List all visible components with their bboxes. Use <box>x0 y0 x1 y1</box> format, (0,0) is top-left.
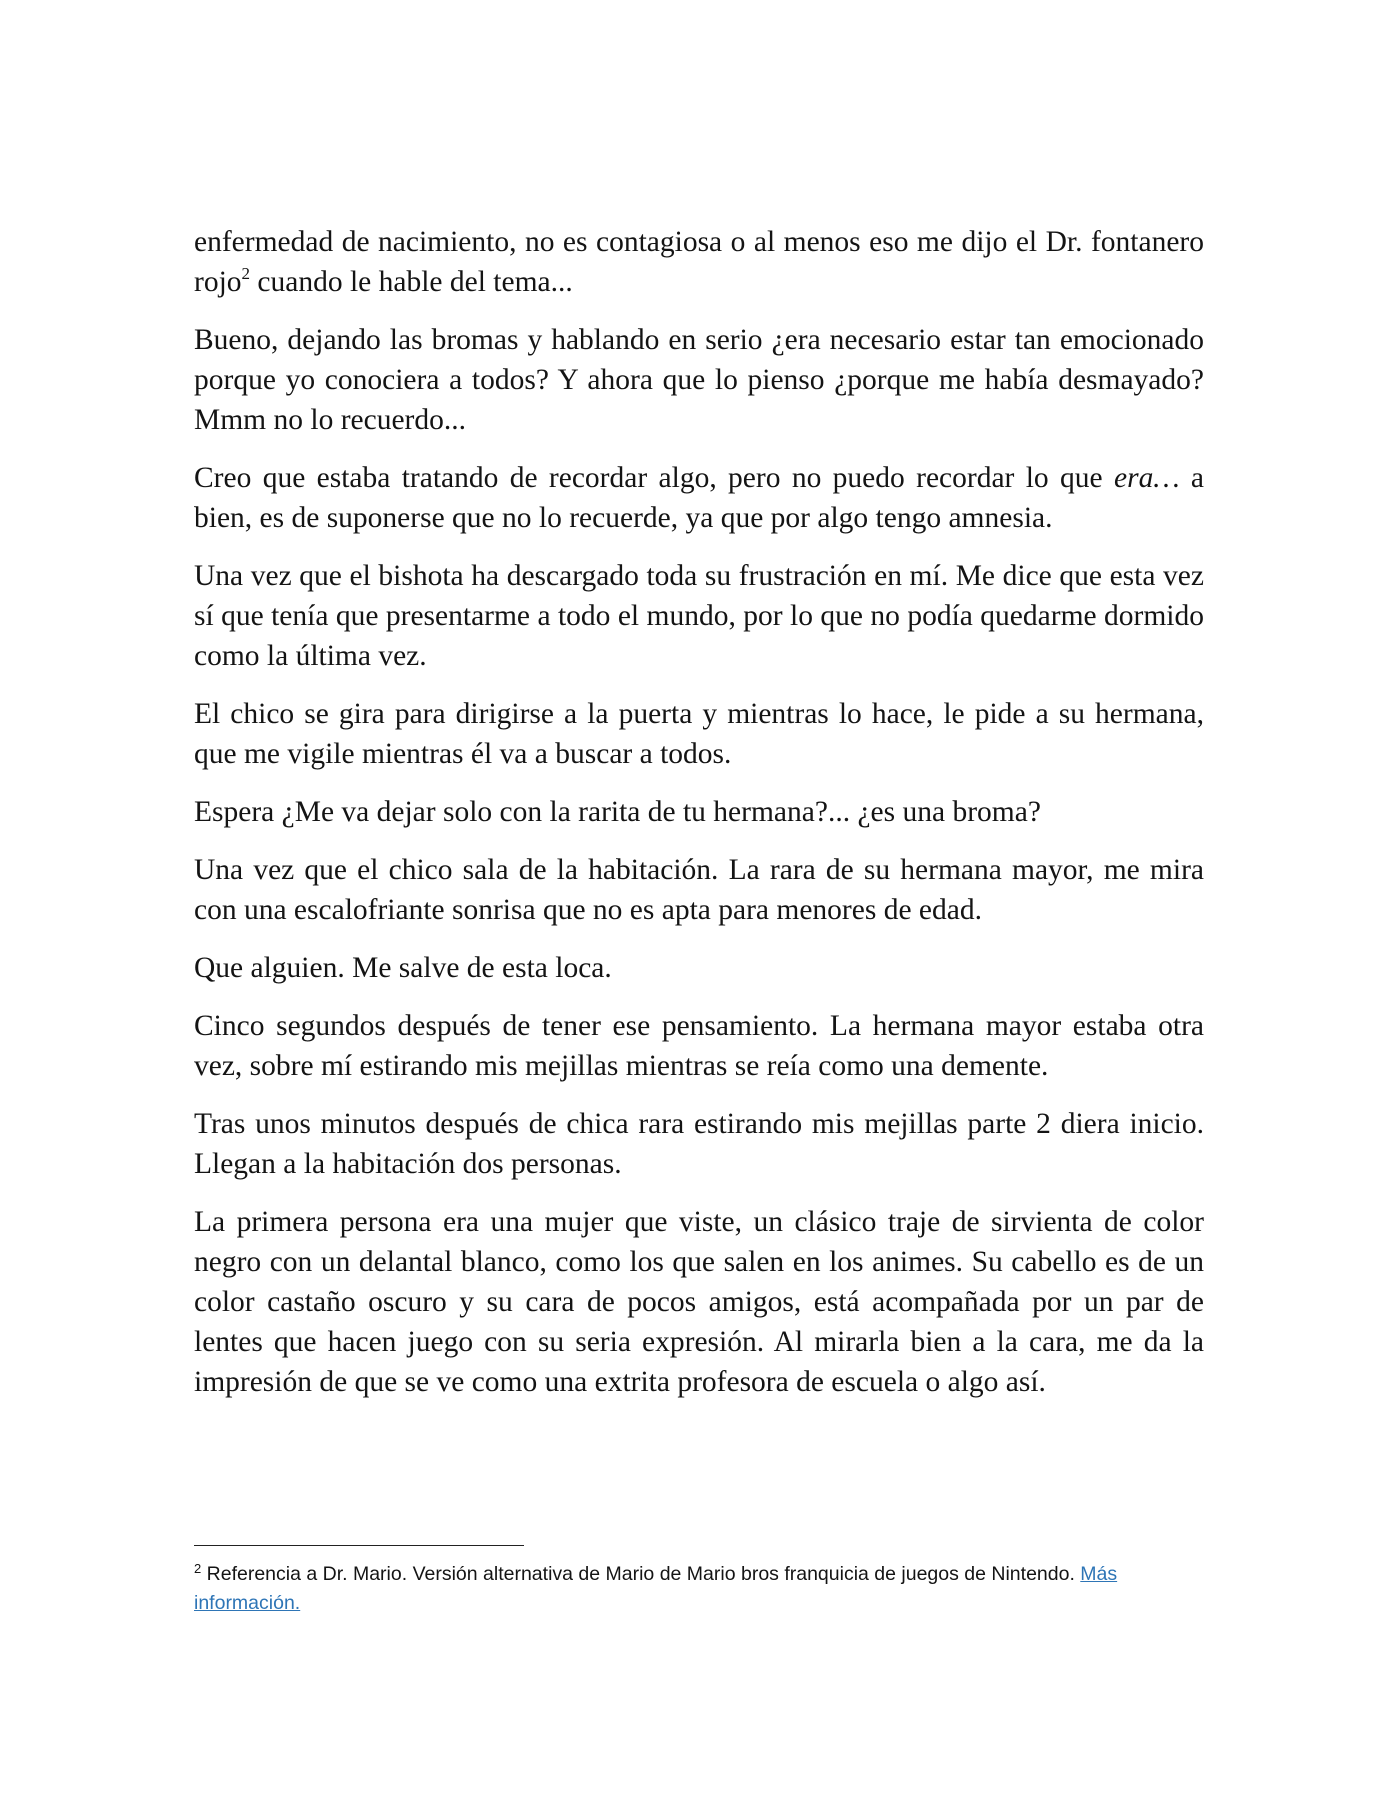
paragraph-1 <box>194 222 1204 302</box>
paragraph-6: Espera ¿Me va dejar solo con la rarita de tu hermana?... ¿es una broma? <box>194 796 1041 828</box>
more-info-link[interactable]: Más información. <box>194 1563 1118 1614</box>
paragraph-4: Una vez que el bishota ha descargado toda su frustración en mí. Me dice que esta vez sí que tenía que presentarme a todo el mundo, por lo que no podía quedarme dormido como la última vez. <box>194 560 1204 672</box>
paragraph-2: Bueno, dejando las bromas y hablando en serio ¿era necesario estar tan emocionado porque yo conociera a todos? Y ahora que lo pienso ¿porque me había desmayado? Mmm no lo recuerdo... <box>194 324 1204 436</box>
paragraph-8: Que alguien. Me salve de esta loca. <box>194 952 612 984</box>
paragraph-3-text-start: Creo que estaba tratando de recordar algo, pero no puedo recordar lo que <box>194 462 1114 494</box>
paragraph-3 <box>194 458 1204 538</box>
paragraph-7: Una vez que el chico sala de la habitación. La rara de su hermana mayor, me mira con una escalofriante sonrisa que no es apta para menores de edad. <box>194 854 1204 926</box>
footnote-separator <box>194 1545 524 1546</box>
paragraph-1-text-start: enfermedad de nacimiento, no es contagiosa o al menos eso me dijo el Dr. fontanero rojo <box>194 226 1204 298</box>
footnote <box>194 1560 1204 1618</box>
paragraph-3-emphasis: era… <box>1114 462 1180 494</box>
footnote-reference[interactable]: 2 <box>241 264 251 283</box>
footnote-number: 2 <box>194 1561 202 1576</box>
paragraph-9: Cinco segundos después de tener ese pensamiento. La hermana mayor estaba otra vez, sobre mí estirando mis mejillas mientras se reía como una demente. <box>194 1010 1204 1082</box>
paragraph-1-text-end: cuando le hable del tema... <box>250 266 573 298</box>
body-text <box>194 222 1204 1420</box>
paragraph-11: La primera persona era una mujer que viste, un clásico traje de sirvienta de color negro con un delantal blanco, como los que salen en los animes. Su cabello es de un color castaño oscuro y su cara de pocos amigos, está acompañada por un par de lentes que hacen juego con su seria expresión. Al mirarla bien a la cara, me da la impresión de que se ve como una extrita profesora de escuela o algo así. <box>194 1206 1204 1398</box>
paragraph-10: Tras unos minutos después de chica rara estirando mis mejillas parte 2 diera inicio. Llegan a la habitación dos personas. <box>194 1108 1204 1180</box>
footnote-text: Referencia a Dr. Mario. Versión alternativa de Mario de Mario bros franquicia de juegos de Nintendo. <box>201 1563 1081 1585</box>
paragraph-5: El chico se gira para dirigirse a la puerta y mientras lo hace, le pide a su hermana, que me vigile mientras él va a buscar a todos. <box>194 698 1204 770</box>
paragraph-3-text-end: a bien, es de suponerse que no lo recuerde, ya que por algo tengo amnesia. <box>194 462 1205 534</box>
